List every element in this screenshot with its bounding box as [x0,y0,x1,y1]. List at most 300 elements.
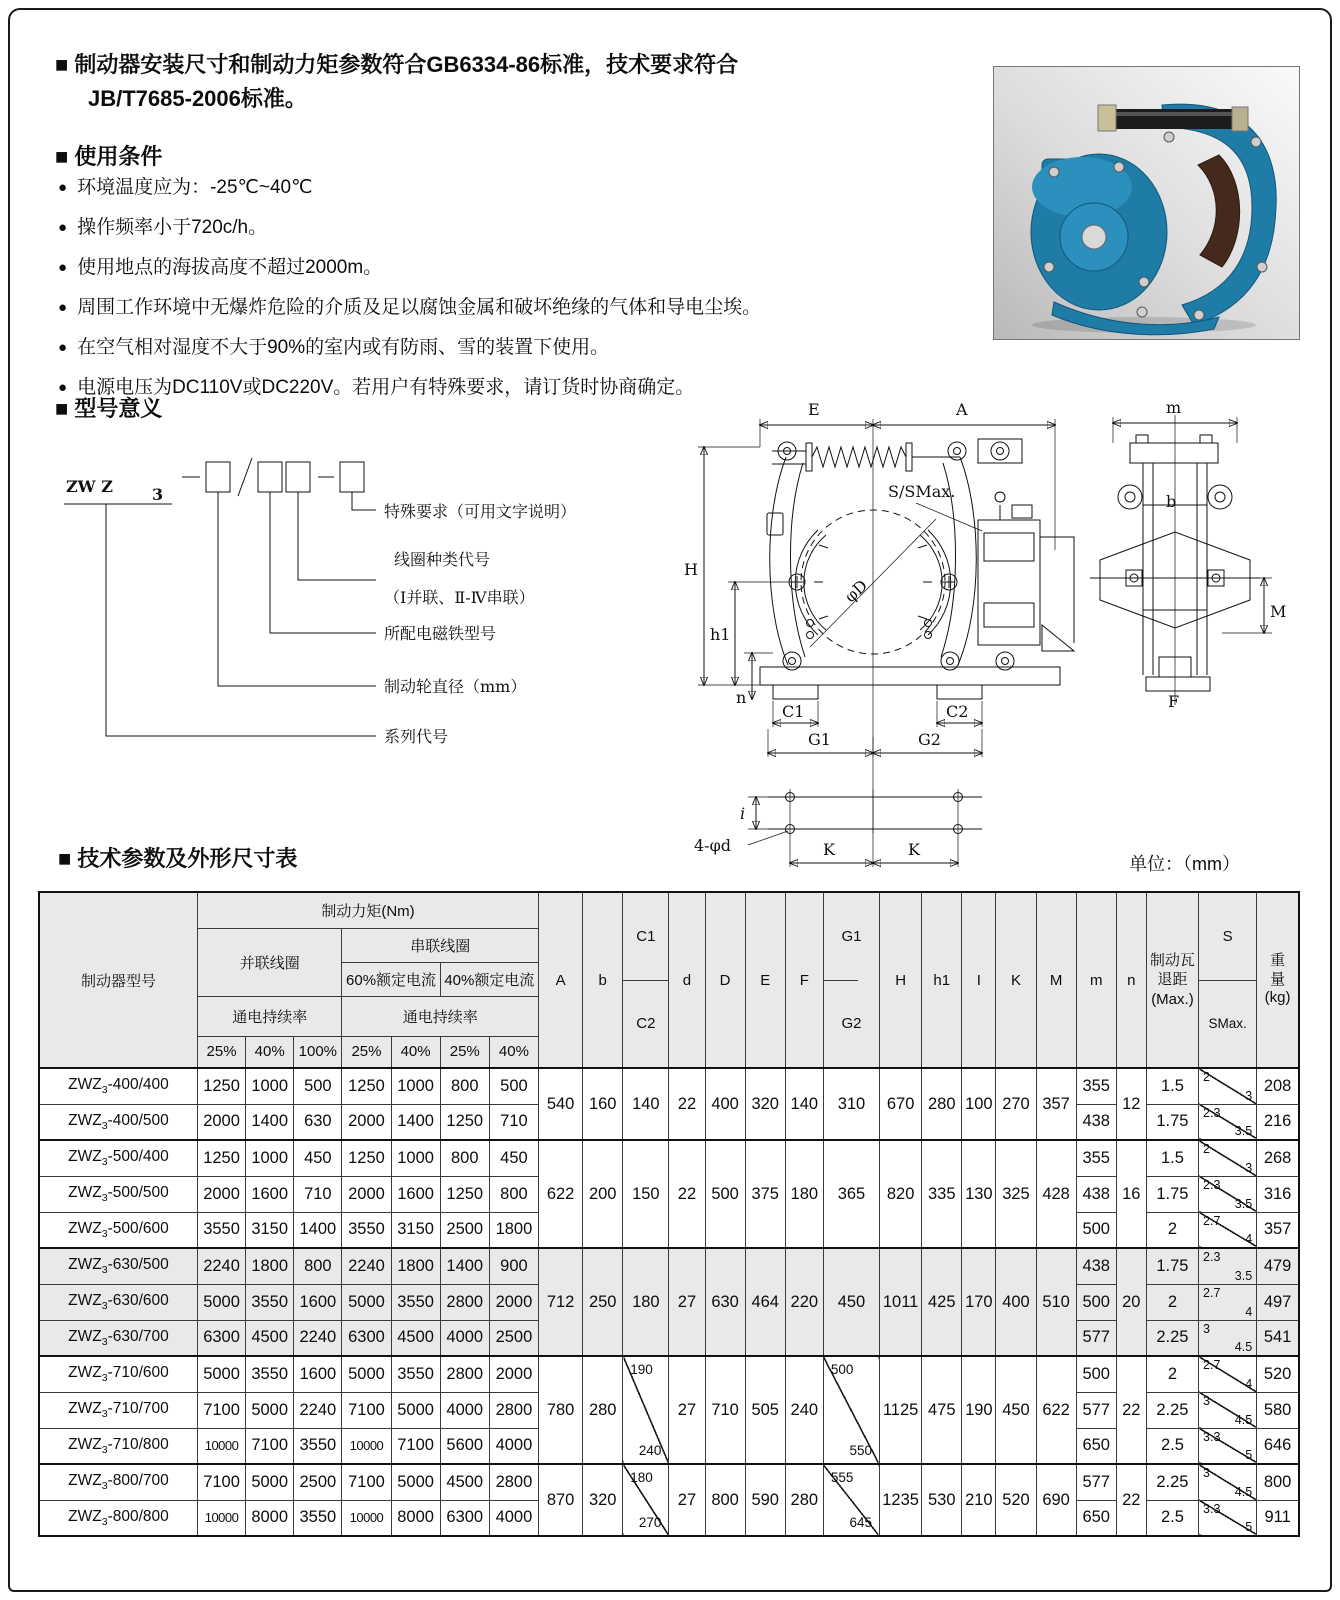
m-cell: 650 [1076,1500,1116,1536]
shoe-gap-cell: 1.75 [1146,1104,1198,1140]
model-box-magnet-1 [258,462,282,492]
m-cell: 355 [1076,1068,1116,1104]
torque-cell: 900 [489,1248,538,1284]
dim-cell-K: 270 [996,1068,1036,1140]
torque-cell: 500 [489,1068,538,1104]
model-cell: $ZWZ_3-710/700$ [39,1392,197,1428]
weight-cell: 479 [1257,1248,1299,1284]
col-header-duty-pct: 25% [342,1036,391,1068]
col-header-torque: 制动力矩(Nm) [197,892,538,928]
torque-cell: 1600 [246,1176,294,1212]
usage-title: ■ 使用条件 [55,144,163,169]
shoe-gap-cell: 2.25 [1146,1392,1198,1428]
product-photo [993,66,1300,340]
s-cell: 3.3 5 [1199,1500,1257,1536]
model-code: ZW Z [66,477,113,496]
shoe-gap-cell: 1.5 [1146,1068,1198,1104]
torque-cell: 3550 [197,1212,245,1248]
torque-cell: 2000 [342,1176,391,1212]
torque-cell: 5000 [197,1356,245,1392]
dim-cell-I: 130 [962,1140,996,1248]
torque-cell: 3550 [246,1284,294,1320]
dim-cell-M: 428 [1036,1140,1076,1248]
s-cell: 2.7 4 [1199,1284,1257,1320]
dim-cell-d: 27 [669,1464,705,1536]
usage-item [58,176,958,200]
torque-cell: 4000 [489,1500,538,1536]
torque-cell: 7100 [391,1428,440,1464]
dim-cell-I: 210 [962,1464,996,1536]
torque-cell: 1000 [391,1140,440,1176]
col-header-d: d [669,892,705,1068]
dim-label-h1: h1 [710,625,731,644]
dim-cell-I: 170 [962,1248,996,1356]
torque-cell: 6300 [440,1500,489,1536]
model-cell: $ZWZ_3-630/700$ [39,1320,197,1356]
model-code-sub: 3 [152,485,164,504]
weight-cell: 357 [1257,1212,1299,1248]
torque-cell: 1250 [197,1140,245,1176]
col-header-I: I [962,892,996,1068]
col-header-duty-pct: 40% [246,1036,294,1068]
s-cell: 2.7 4 [1199,1356,1257,1392]
torque-cell: 8000 [246,1500,294,1536]
torque-cell: 3550 [391,1356,440,1392]
torque-cell: 1000 [391,1068,440,1104]
torque-cell: 7100 [197,1392,245,1428]
dim-cell-F: 280 [785,1464,823,1536]
m-cell: 577 [1076,1320,1116,1356]
technical-drawings [660,385,1340,885]
torque-cell: 7100 [342,1392,391,1428]
weight-cell: 208 [1257,1068,1299,1104]
s-cell: 2.3 3.5 [1199,1104,1257,1140]
torque-cell: 3550 [246,1356,294,1392]
dim-cell-I: 100 [962,1068,996,1140]
shoe-gap-cell: 2.5 [1146,1428,1198,1464]
dim-cell-F: 220 [785,1248,823,1356]
torque-cell: 2500 [489,1320,538,1356]
col-header-E: E [745,892,785,1068]
col-header-h1: h1 [922,892,962,1068]
model-box-coil [286,462,310,492]
shoe-gap-cell: 2 [1146,1212,1198,1248]
m-cell: 577 [1076,1464,1116,1500]
dim-label-m: m [1166,398,1182,417]
n-cell: 22 [1116,1356,1146,1464]
col-header-b: b [583,892,623,1068]
torque-cell: 10000 [342,1500,391,1536]
s-cell: 3 4.5 [1199,1320,1257,1356]
torque-cell: 450 [489,1140,538,1176]
torque-cell: 5000 [246,1392,294,1428]
bullet-icon: ● [58,299,68,316]
m-cell: 438 [1076,1176,1116,1212]
m-cell: 500 [1076,1212,1116,1248]
torque-cell: 7100 [246,1428,294,1464]
table-row [39,1356,1299,1392]
torque-cell: 800 [440,1140,489,1176]
bullet-icon: ● [58,219,68,236]
torque-cell: 2000 [342,1104,391,1140]
usage-item-text: 周围工作环境中无爆炸危险的介质及足以腐蚀金属和破坏绝缘的气体和导电尘埃。 [77,297,762,318]
dim-label-A: A [956,400,968,419]
s-cell: 2.3 3.5 [1199,1176,1257,1212]
dim-cell-h1: 425 [922,1248,962,1356]
bullet-icon: ● [58,179,68,196]
s-cell: 2 3 [1199,1140,1257,1176]
mounting-holes [786,793,963,834]
torque-cell: 1000 [246,1068,294,1104]
col-header-duty-pct: 40% [391,1036,440,1068]
torque-cell: 5000 [197,1284,245,1320]
dim-cell-E: 320 [745,1068,785,1140]
torque-cell: 2800 [440,1284,489,1320]
brake-arms [767,442,1014,670]
dim-cell-M: 690 [1036,1464,1076,1536]
torque-cell: 5000 [246,1464,294,1500]
torque-cell: 4500 [440,1464,489,1500]
torque-cell: 7100 [342,1464,391,1500]
torque-cell: 3150 [246,1212,294,1248]
dim-label-G2: G2 [918,730,941,749]
torque-cell: 5000 [391,1464,440,1500]
table-row [39,1248,1299,1284]
m-cell: 438 [1076,1104,1116,1140]
torque-cell: 1600 [294,1284,342,1320]
torque-cell: 800 [294,1248,342,1284]
torque-cell: 1800 [246,1248,294,1284]
torque-cell: 710 [489,1104,538,1140]
s-cell: 3 4.5 [1199,1464,1257,1500]
main-spring [772,439,1022,471]
weight-cell: 316 [1257,1176,1299,1212]
model-label-special: 特殊要求（可用文字说明） [384,502,577,521]
model-cell: $ZWZ_3-500/400$ [39,1140,197,1176]
col-header-duty-pct: 25% [197,1036,245,1068]
torque-cell: 5600 [440,1428,489,1464]
dim-cell-A: 540 [539,1068,583,1140]
usage-item [58,216,958,240]
bullet-icon: ● [58,259,68,276]
dim-label-holes: 4-φd [694,836,732,855]
model-cell: $ZWZ_3-710/600$ [39,1356,197,1392]
col-header-D: D [705,892,745,1068]
dim-cell-E: 464 [745,1248,785,1356]
torque-cell: 2240 [294,1320,342,1356]
s-cell: 2.3 3.5 [1199,1248,1257,1284]
col-header-F: F [785,892,823,1068]
weight-cell: 800 [1257,1464,1299,1500]
torque-cell: 7100 [197,1464,245,1500]
model-cell: $ZWZ_3-400/500$ [39,1104,197,1140]
dim-cell-b: 250 [583,1248,623,1356]
torque-cell: 4500 [391,1320,440,1356]
dim-cell-d: 22 [669,1140,705,1248]
usage-item-text: 使用地点的海拔高度不超过2000m。 [77,257,383,278]
usage-item-text: 环境温度应为：-25℃~40℃ [77,177,313,198]
model-cell: $ZWZ_3-630/600$ [39,1284,197,1320]
n-cell: 20 [1116,1248,1146,1356]
dim-cell-h1: 335 [922,1140,962,1248]
dim-label-b: b [1166,492,1177,511]
weight-cell: 268 [1257,1140,1299,1176]
dim-cell-C: 150 [623,1140,669,1248]
col-header-G: G1 G2 [823,892,879,1068]
torque-cell: 1600 [391,1176,440,1212]
dim-cell-F: 240 [785,1356,823,1464]
model-label-magnet: 所配电磁铁型号 [384,624,497,643]
m-cell: 438 [1076,1248,1116,1284]
dim-cell-C: 180 [623,1248,669,1356]
shoe-gap-cell: 2.5 [1146,1500,1198,1536]
col-header-A: A [539,892,583,1068]
col-header-current40: 40%额定电流 [440,962,538,996]
col-header-H: H [880,892,922,1068]
col-header-m: m [1076,892,1116,1068]
shoe-gap-cell: 1.75 [1146,1248,1198,1284]
dim-cell-H: 670 [880,1068,922,1140]
model-label-series: 系列代号 [384,727,449,746]
model-cell: $ZWZ_3-800/700$ [39,1464,197,1500]
dim-cell-h1: 530 [922,1464,962,1536]
usage-item-text: 操作频率小于720c/h。 [77,217,268,238]
standards-heading [55,48,985,116]
dim-label-i: i [740,804,746,823]
col-header-series: 串联线圈 [342,928,539,962]
s-cell: 3.3 5 [1199,1428,1257,1464]
dim-cell-H: 820 [880,1140,922,1248]
dim-cell-M: 357 [1036,1068,1076,1140]
dim-label-K2: K [908,840,920,859]
torque-cell: 500 [294,1068,342,1104]
shoe-gap-cell: 1.5 [1146,1140,1198,1176]
m-cell: 650 [1076,1428,1116,1464]
usage-item [58,336,958,360]
table-row [39,1068,1299,1104]
col-header-weight: 重 量 (kg) [1257,892,1299,1068]
col-header-n: n [1116,892,1146,1068]
dim-cell-G: 450 [823,1248,879,1356]
torque-cell: 2500 [294,1464,342,1500]
torque-cell: 1800 [391,1248,440,1284]
dim-cell-A: 870 [539,1464,583,1536]
bullet-icon: ● [58,379,68,396]
model-cell: $ZWZ_3-630/500$ [39,1248,197,1284]
dim-cell-F: 140 [785,1068,823,1140]
front-view [684,400,1074,833]
model-cell: $ZWZ_3-800/800$ [39,1500,197,1536]
m-cell: 500 [1076,1356,1116,1392]
unit-label: 单位：（mm） [1129,854,1240,874]
torque-cell: 1000 [246,1140,294,1176]
dim-cell-d: 27 [669,1356,705,1464]
electromagnet [978,492,1074,651]
bullet-icon: ● [58,339,68,356]
dim-cell-D: 630 [705,1248,745,1356]
dim-cell-b: 320 [583,1464,623,1536]
dim-cell-M: 510 [1036,1248,1076,1356]
dim-cell-G: 365 [823,1140,879,1248]
dim-label-C1: C1 [782,702,805,721]
n-cell: 12 [1116,1068,1146,1140]
torque-cell: 3550 [342,1212,391,1248]
s-cell: 2 3 [1199,1068,1257,1104]
dim-cell-D: 710 [705,1356,745,1464]
dim-cell-G-split: 555 645 [823,1464,879,1536]
usage-item [58,296,958,320]
torque-cell: 2000 [197,1176,245,1212]
dim-cell-b: 280 [583,1356,623,1464]
dim-cell-d: 22 [669,1068,705,1140]
shoe-gap-cell: 1.75 [1146,1176,1198,1212]
torque-cell: 2800 [489,1392,538,1428]
torque-cell: 1250 [342,1140,391,1176]
dim-cell-F: 180 [785,1140,823,1248]
footprint-view [694,789,982,867]
model-cell: $ZWZ_3-500/500$ [39,1176,197,1212]
dim-label-F: F [1168,692,1180,711]
dim-cell-A: 712 [539,1248,583,1356]
weight-cell: 911 [1257,1500,1299,1536]
weight-cell: 580 [1257,1392,1299,1428]
dim-cell-H: 1235 [880,1464,922,1536]
torque-cell: 1400 [391,1104,440,1140]
col-header-shoe-gap: 制动瓦 退距 (Max.) [1146,892,1198,1068]
model-title: ■ 型号意义 [55,396,163,421]
torque-cell: 4000 [440,1392,489,1428]
model-cell: $ZWZ_3-400/400$ [39,1068,197,1104]
col-header-current60: 60%额定电流 [342,962,440,996]
dim-cell-G-split: 500 550 [823,1356,879,1464]
parameters-table [38,891,1300,1537]
torque-cell: 10000 [342,1428,391,1464]
torque-cell: 1250 [440,1176,489,1212]
table-row [39,1140,1299,1176]
weight-cell: 497 [1257,1284,1299,1320]
torque-cell: 2000 [489,1356,538,1392]
dim-label-E: E [808,400,820,419]
dim-label-n: n [736,688,747,707]
dim-cell-D: 500 [705,1140,745,1248]
col-header-duty-parallel: 通电持续率 [197,996,341,1036]
torque-cell: 1250 [197,1068,245,1104]
col-header-K: K [996,892,1036,1068]
torque-cell: 3150 [391,1212,440,1248]
s-cell: 3 4.5 [1199,1392,1257,1428]
torque-cell: 1800 [489,1212,538,1248]
torque-cell: 3550 [294,1428,342,1464]
table-header [39,892,1299,1068]
weight-cell: 520 [1257,1356,1299,1392]
col-header-duty-pct: 100% [294,1036,342,1068]
dim-cell-b: 200 [583,1140,623,1248]
dim-cell-K: 520 [996,1464,1036,1536]
dim-cell-E: 590 [745,1464,785,1536]
torque-cell: 1400 [440,1248,489,1284]
torque-cell: 1250 [440,1104,489,1140]
torque-cell: 2800 [440,1356,489,1392]
usage-list [58,176,958,416]
col-header-M: M [1036,892,1076,1068]
shoe-gap-cell: 2.25 [1146,1464,1198,1500]
torque-cell: 630 [294,1104,342,1140]
torque-cell: 10000 [197,1428,245,1464]
dim-cell-G: 310 [823,1068,879,1140]
usage-item [58,256,958,280]
n-cell: 22 [1116,1464,1146,1536]
dim-cell-E: 505 [745,1356,785,1464]
model-box-wheel [206,462,230,492]
torque-cell: 450 [294,1140,342,1176]
torque-cell: 5000 [342,1284,391,1320]
base-plate [760,667,1060,699]
table-title: ■ 技术参数及外形尺寸表 [58,846,298,871]
torque-cell: 1400 [246,1104,294,1140]
standards-line1: ■ 制动器安装尺寸和制动力矩参数符合GB6334-86标准，技术要求符合 [55,52,739,77]
model-label-coil-type: 线圈种类代号 [394,550,491,569]
weight-cell: 541 [1257,1320,1299,1356]
torque-cell: 3550 [294,1500,342,1536]
dim-cell-K: 400 [996,1248,1036,1356]
torque-cell: 4000 [489,1428,538,1464]
dim-cell-H: 1011 [880,1248,922,1356]
m-cell: 577 [1076,1392,1116,1428]
torque-cell: 4000 [440,1320,489,1356]
col-header-duty-pct: 25% [440,1036,489,1068]
torque-cell: 2240 [197,1248,245,1284]
dim-label-M: M [1270,602,1287,621]
torque-cell: 800 [489,1176,538,1212]
model-box-special [340,462,364,492]
usage-item-text: 在空气相对湿度不大于90%的室内或有防雨、雪的装置下使用。 [77,337,610,358]
col-header-duty-pct: 40% [489,1036,538,1068]
side-view [1090,398,1286,711]
dim-cell-d: 27 [669,1248,705,1356]
model-designation-diagram [40,422,660,757]
dim-cell-E: 375 [745,1140,785,1248]
col-header-C: C1 C2 [623,892,669,1068]
dim-label-H: H [684,560,698,579]
torque-cell: 800 [440,1068,489,1104]
torque-cell: 2800 [489,1464,538,1500]
torque-cell: 1250 [342,1068,391,1104]
dim-cell-C-split: 180 270 [623,1464,669,1536]
dim-cell-h1: 475 [922,1356,962,1464]
col-header-S: S SMax. [1199,892,1257,1068]
dim-label-G1: G1 [808,730,831,749]
torque-cell: 8000 [391,1500,440,1536]
weight-cell: 646 [1257,1428,1299,1464]
shoe-gap-cell: 2 [1146,1284,1198,1320]
torque-cell: 6300 [197,1320,245,1356]
torque-cell: 5000 [391,1392,440,1428]
torque-cell: 10000 [197,1500,245,1536]
torque-cell: 2000 [197,1104,245,1140]
dim-label-S: S/SMax. [888,482,956,501]
torque-cell: 2240 [342,1248,391,1284]
dim-label-C2: C2 [946,702,969,721]
dim-label-K1: K [823,840,835,859]
dim-cell-D: 400 [705,1068,745,1140]
model-cell: $ZWZ_3-500/600$ [39,1212,197,1248]
shoe-gap-cell: 2 [1146,1356,1198,1392]
model-label-coil-note: （Ⅰ并联、Ⅱ-Ⅳ串联） [384,588,535,607]
dim-cell-H: 1125 [880,1356,922,1464]
torque-cell: 1400 [294,1212,342,1248]
dim-cell-K: 325 [996,1140,1036,1248]
model-cell: $ZWZ_3-710/800$ [39,1428,197,1464]
